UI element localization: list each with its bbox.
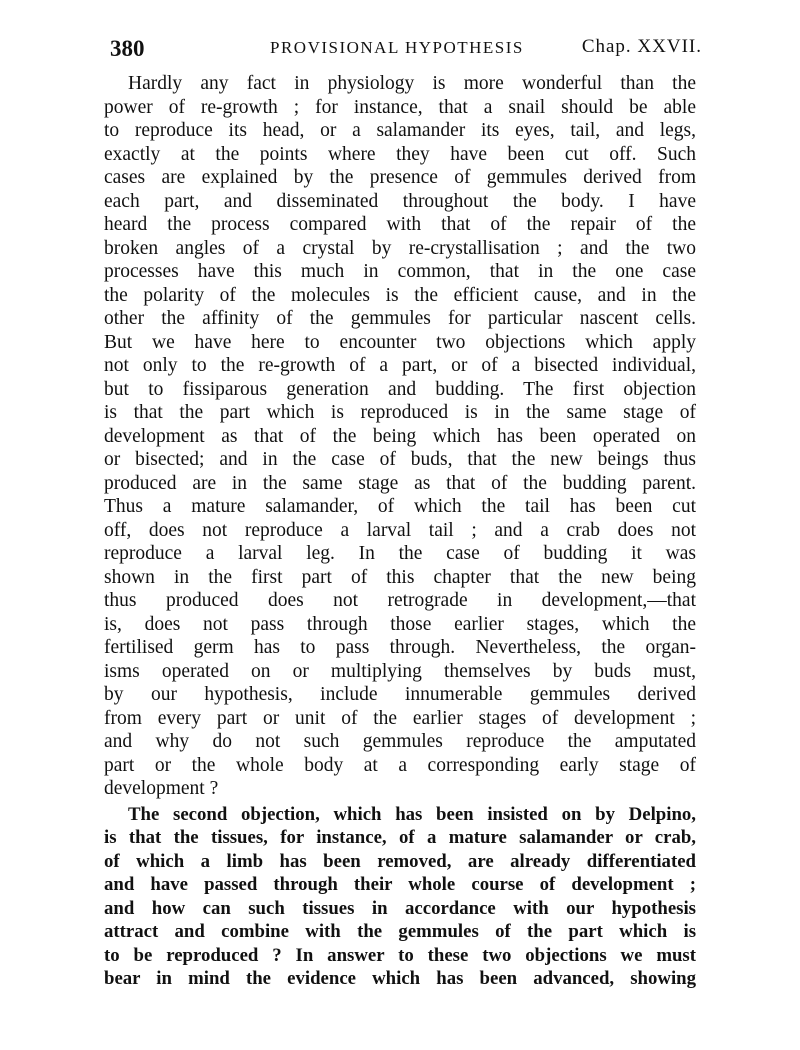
- text-line: attract and combine with the gemmules of the part which is: [104, 921, 696, 942]
- text-line: by our hypothesis, include innumerable gemmules derived: [104, 684, 696, 705]
- text-line: processes have this much in common, that in the one case: [104, 261, 696, 282]
- page-number: 380: [110, 36, 145, 61]
- chapter-reference: Chap. XXVII.: [581, 36, 702, 57]
- text-line: from every part or unit of the earlier stages of development ;: [104, 707, 696, 729]
- text-line: to be reproduced ? In answer to these two objections we must: [104, 944, 696, 966]
- text-line: or bisected; and in the case of buds, that the new beings thus: [104, 449, 696, 470]
- text-line: and have passed through their whole course of development ;: [104, 874, 696, 895]
- text-line: produced are in the same stage as that of the budding parent.: [104, 472, 696, 494]
- text-line: other the affinity of the gemmules for particular nascent cells.: [104, 308, 696, 329]
- text-line: fertilised germ has to pass through. Nevertheless, the organ-: [104, 637, 696, 658]
- text-line: the polarity of the molecules is the efficient cause, and in the: [104, 284, 696, 306]
- text-line: The second objection, which has been insisted on by Delpino,: [128, 803, 696, 825]
- text-line: But we have here to encounter two objections which apply: [104, 331, 696, 353]
- text-line: cases are explained by the presence of gemmules derived from: [104, 167, 696, 188]
- paragraph-2: [104, 803, 696, 991]
- text-line: reproduce a larval leg. In the case of budding it was: [104, 543, 696, 564]
- text-line: is that the part which is reproduced is in the same stage of: [104, 402, 696, 423]
- text-line: Thus a mature salamander, of which the tail has been cut: [104, 496, 696, 517]
- text-line: heard the process compared with that of the repair of the: [104, 214, 696, 235]
- text-line: is, does not pass through those earlier stages, which the: [104, 613, 696, 635]
- text-line: part or the whole body at a corresponding early stage of: [104, 754, 696, 776]
- running-title: PROVISIONAL HYPOTHESIS: [270, 38, 524, 57]
- text-line: development as that of the being which has been operated on: [104, 425, 696, 447]
- text-line: bear in mind the evidence which has been advanced, showing: [104, 968, 696, 989]
- text-line: power of re-growth ; for instance, that a snail should be able: [104, 96, 696, 118]
- text-line: Hardly any fact in physiology is more wonderful than the: [128, 73, 696, 94]
- text-line: and why do not such gemmules reproduce the amputated: [104, 731, 696, 752]
- text-line: exactly at the points where they have been cut off. Such: [104, 143, 696, 165]
- text-line: development ?: [104, 778, 219, 799]
- text-line: is that the tissues, for instance, of a mature salamander or crab,: [104, 827, 696, 848]
- text-line: isms operated on or multiplying themselves by buds must,: [104, 660, 696, 682]
- text-line: thus produced does not retrograde in development,—that: [104, 590, 696, 611]
- text-line: and how can such tissues in accordance with our hypothesis: [104, 897, 696, 919]
- text-line: but to fissiparous generation and budding. The first objection: [104, 378, 696, 400]
- text-line: each part, and disseminated throughout the body. I have: [104, 190, 696, 212]
- text-line: shown in the first part of this chapter that the new being: [104, 566, 696, 588]
- paragraph-1: [104, 72, 696, 801]
- text-line: off, does not reproduce a larval tail ; and a crab does not: [104, 519, 696, 541]
- text-line: not only to the re-growth of a part, or of a bisected individual,: [104, 355, 696, 376]
- text-line: of which a limb has been removed, are already differentiated: [104, 850, 696, 872]
- text-line: to reproduce its head, or a salamander its eyes, tail, and legs,: [104, 120, 696, 141]
- body-text: [104, 72, 696, 991]
- text-line: broken angles of a crystal by re-crystallisation ; and the two: [104, 237, 696, 259]
- page-header: [110, 36, 702, 66]
